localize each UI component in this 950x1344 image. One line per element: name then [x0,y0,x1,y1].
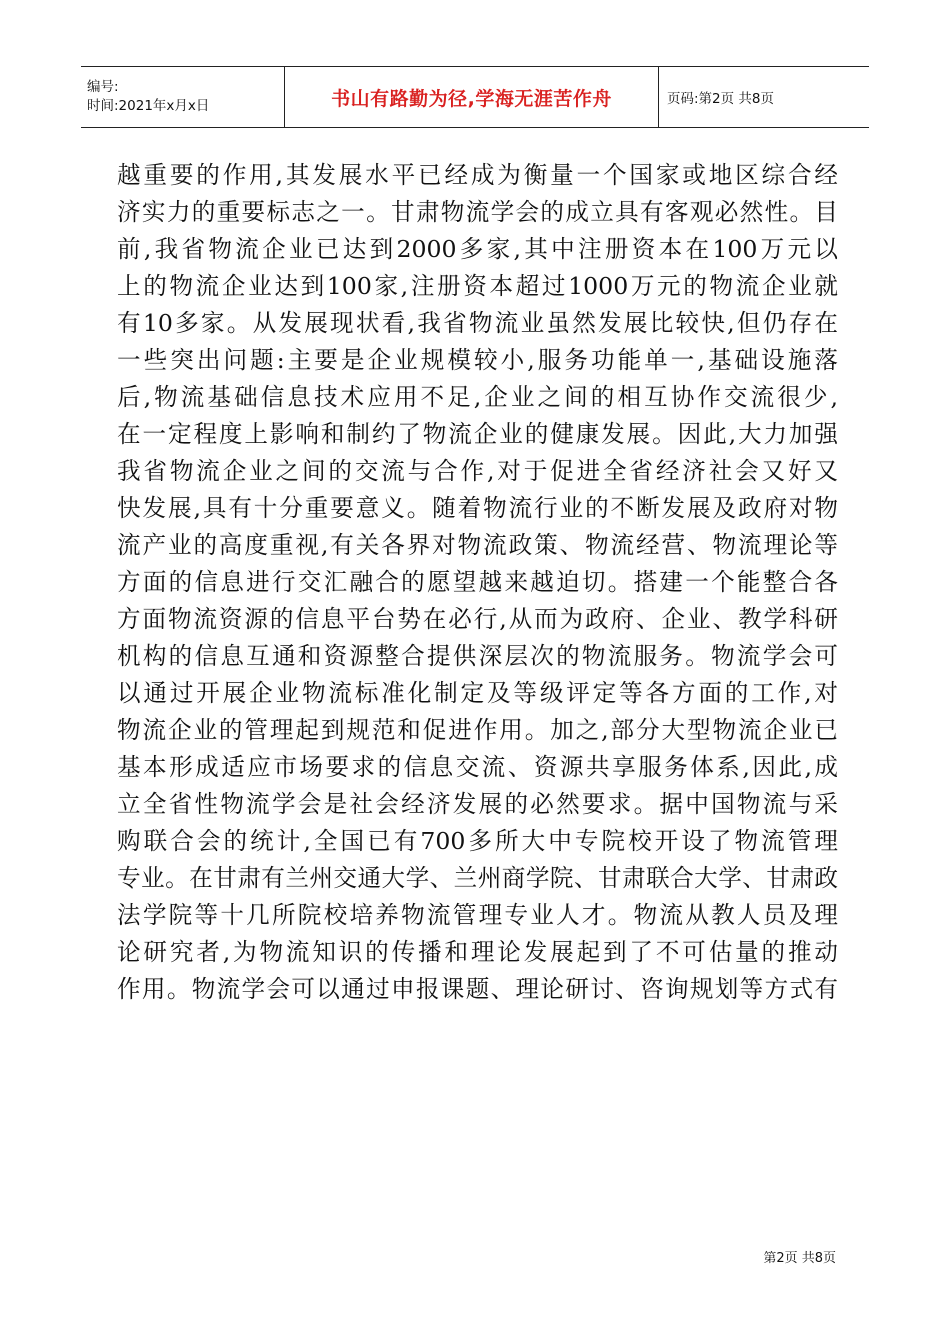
text-line: 法学院等十几所院校培养物流管理专业人才。物流从教人员及理 [117,901,838,929]
text-line: 以通过开展企业物流标准化制定及等级评定等各方面的工作,对 [117,679,838,707]
body-text [117,157,838,1008]
text-line: 流产业的高度重视,有关各界对物流政策、物流经营、物流理论等 [117,531,838,559]
text-line: 上的物流企业达到100家,注册资本超过1000万元的物流企业就 [117,272,838,300]
text-line: 一些突出问题:主要是企业规模较小,服务功能单一,基础设施落 [117,346,838,374]
header-table [81,66,869,128]
text-line: 在一定程度上影响和制约了物流企业的健康发展。因此,大力加强 [117,420,838,448]
text-line: 基本形成适应市场要求的信息交流、资源共享服务体系,因此,成 [117,753,838,781]
text-line: 有10多家。从发展现状看,我省物流业虽然发展比较快,但仍存在 [117,309,838,337]
footer-page-number: 第2页 共8页 [763,1251,836,1266]
header-meta [81,67,284,127]
text-line: 快发展,具有十分重要意义。随着物流行业的不断发展及政府对物 [117,494,838,522]
text-line: 方面物流资源的信息平台势在必行,从而为政府、企业、教学科研 [117,605,838,633]
header-page-number [659,67,869,127]
text-line: 作用。物流学会可以通过申报课题、理论研讨、咨询规划等方式有 [117,975,838,1003]
text-line: 物流企业的管理起到规范和促进作用。加之,部分大型物流企业已 [117,716,838,744]
text-line: 购联合会的统计,全国已有700多所大中专院校开设了物流管理 [117,827,838,855]
text-line: 越重要的作用,其发展水平已经成为衡量一个国家或地区综合经 [117,161,838,189]
text-line: 后,物流基础信息技术应用不足,企业之间的相互协作交流很少, [117,383,838,411]
document-number-label: 编号: [87,79,119,95]
header-page-label: 页码:第2页 共8页 [667,91,775,107]
document-time-label: 时间:2021年x月x日 [87,98,210,114]
text-line: 论研究者,为物流知识的传播和理论发展起到了不可估量的推动 [117,938,838,966]
text-line: 机构的信息互通和资源整合提供深层次的物流服务。物流学会可 [117,642,838,670]
text-line: 立全省性物流学会是社会经济发展的必然要求。据中国物流与采 [117,790,838,818]
text-line: 前,我省物流企业已达到2000多家,其中注册资本在100万元以 [117,235,838,263]
header-motto [284,67,659,127]
text-line: 专业。在甘肃有兰州交通大学、兰州商学院、甘肃联合大学、甘肃政 [117,864,838,892]
text-line: 方面的信息进行交汇融合的愿望越来越迫切。搭建一个能整合各 [117,568,838,596]
text-line: 济实力的重要标志之一。甘肃物流学会的成立具有客观必然性。目 [117,198,838,226]
text-line: 我省物流企业之间的交流与合作,对于促进全省经济社会又好又 [117,457,838,485]
motto-text: 书山有路勤为径,学海无涯苦作舟 [331,87,612,110]
